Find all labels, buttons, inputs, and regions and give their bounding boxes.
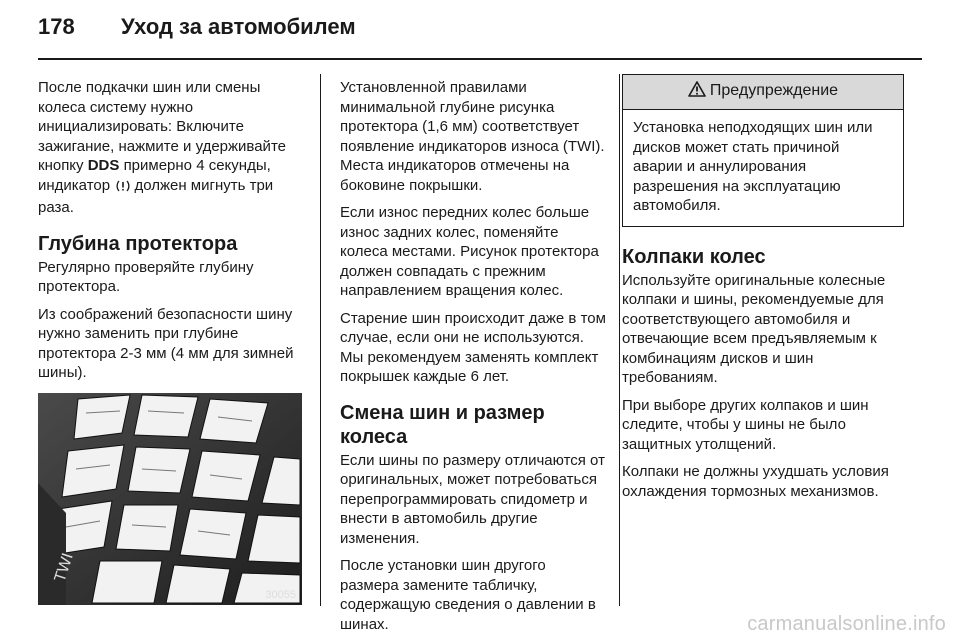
wheel-covers-paragraph-2: При выборе других колпаков и шин следите, чтобы у шины не было защитных утолщений. [622, 396, 869, 453]
tire-size-paragraph-1: Если шины по размеру отличаются от оригинальных, может потребоваться перепрограммировать спидометр и внести в автомобиль другие изменения. [340, 451, 605, 547]
warning-box [622, 74, 904, 227]
tire-size-paragraph-2: После установки шин другого размера замените табличку, содержащую сведения о давлении в шинах. [340, 557, 596, 633]
tread-paragraph-1: Регулярно проверяйте глубину протектора. [38, 258, 254, 295]
tire-size-heading: Смена шин и размер колеса [340, 401, 545, 448]
twi-paragraph: Установленной правилами минимальной глубине рисунка протектора (1,6 мм) соответствует появление индикаторов износа (TWI). Места индикаторов отмечены на боковине покрышки. [340, 79, 605, 194]
tread-drawing [38, 393, 302, 605]
tread-depth-heading: Глубина протектора [38, 232, 238, 255]
watermark: carmanualsonline.info [747, 613, 946, 635]
wheel-covers-heading: Колпаки колес [622, 245, 766, 268]
wheel-covers-paragraph-3: Колпаки не должны ухудшать условия охлаждения тормозных механизмов. [622, 463, 889, 500]
tread-paragraph-2: Из соображений безопасности шину нужно заменить при глубине протектора 2-3 мм (4 мм для зимней шины). [38, 305, 294, 381]
tpms-init-paragraph [38, 78, 304, 218]
header-rule [38, 58, 922, 60]
warning-text: Установка неподходящих шин или дисков может стать причиной аварии и аннулирования разрешения на эксплуатацию автомобиля. [633, 119, 873, 214]
column-divider [619, 74, 620, 606]
wheel-covers-paragraph-1: Используйте оригинальные колесные колпаки и шины, рекомендуемые для соответствующего автомобиля и отвечающие всем предъявляемым к комбинациям дисков и шин требованиям. [622, 271, 886, 386]
tire-aging-paragraph: Старение шин происходит даже в том случае, если они не используются. Мы рекомендуем заменять комплект покрышек каждые 6 лет. [340, 309, 606, 385]
warning-triangle-icon [688, 81, 706, 103]
tpms-init-text-3: должен мигнуть три раза. [38, 176, 274, 216]
tire-tread-illustration [38, 393, 302, 605]
warning-header [623, 75, 903, 110]
tpms-init-text-2: примерно 4 секунды, индикатор [38, 157, 271, 194]
tire-pressure-warning-icon [116, 179, 130, 199]
column-3 [622, 78, 904, 509]
column-1 [38, 78, 304, 605]
twi-label: TWI [51, 550, 77, 584]
chapter-title: Уход за автомобилем [121, 14, 356, 39]
dds-button-label: DDS [87, 157, 120, 174]
figure-code: 30055 [265, 588, 296, 601]
tpms-init-text: После подкачки шин или смены колеса систему нужно инициализировать: Включите зажигание, нажмите и удерживайте кнопку [38, 79, 286, 174]
page-number: 178 [38, 14, 75, 39]
warning-title: Предупреждение [709, 82, 839, 99]
column-2 [340, 78, 606, 642]
column-divider [320, 74, 321, 606]
wheel-rotation-paragraph: Если износ передних колес больше износ задних колес, поменяйте колеса местами. Рисунок протектора должен совпадать с прежним направлением вращения колес. [340, 204, 599, 299]
